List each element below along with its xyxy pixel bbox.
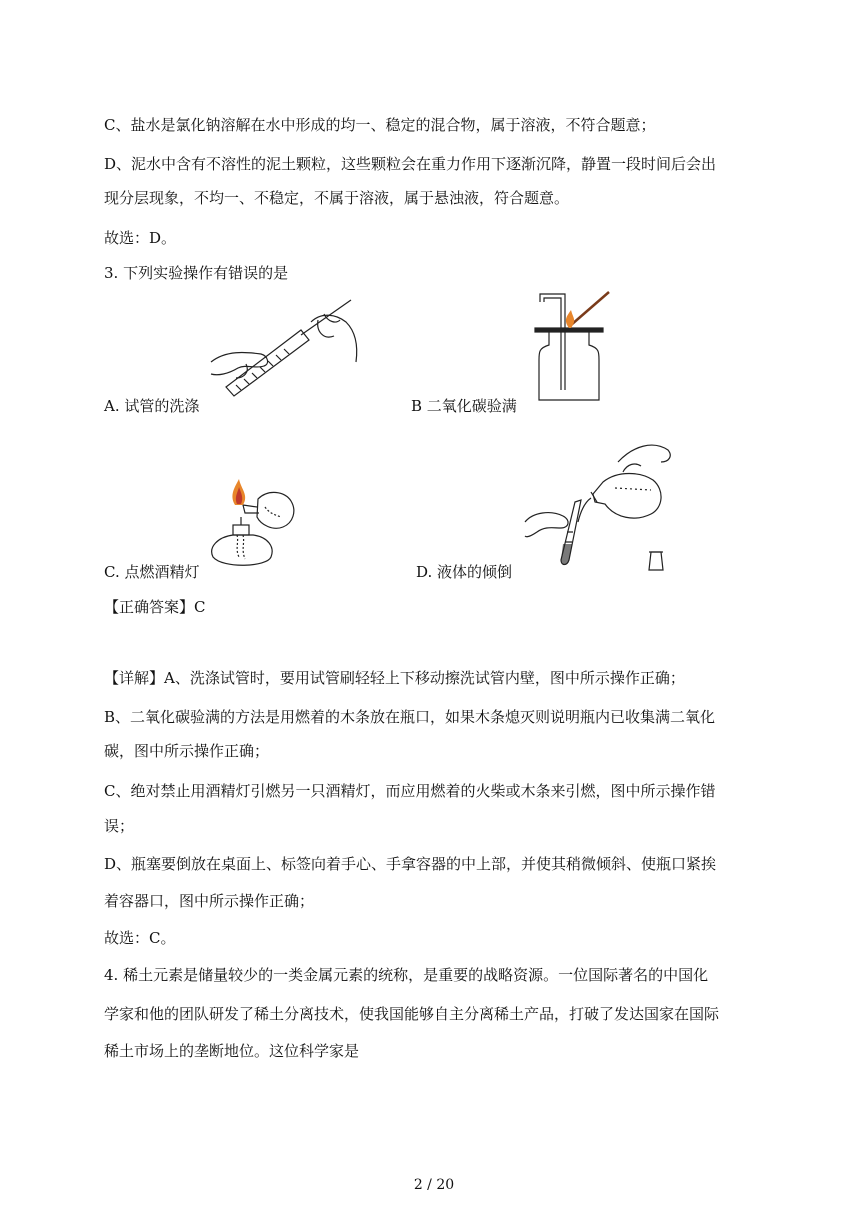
option-a-label: A. 试管的洗涤	[104, 397, 200, 415]
question3-stem: 3. 下列实验操作有错误的是	[104, 264, 289, 282]
detail-line-3: 碳，图中所示操作正确；	[104, 742, 270, 760]
detail-line-7: 着容器口，图中所示操作正确；	[104, 892, 315, 910]
question4-line-1: 4. 稀土元素是储量较少的一类金属元素的统称，是重要的战略资源。一位国际著名的中国化	[104, 966, 709, 984]
question4-line-3: 稀土市场上的垄断地位。这位科学家是	[104, 1042, 360, 1060]
paragraph-d-mud-2: 现分层现象，不均一、不稳定，不属于溶液，属于悬浊液，符合题意。	[104, 189, 570, 207]
detail-line-1: 【详解】A、洗涤试管时，要用试管刷轻轻上下移动擦洗试管内壁，图中所示操作正确；	[104, 669, 685, 687]
detail-line-6: D、瓶塞要倒放在桌面上、标签向着手心、手拿容器的中上部，并使其稍微倾斜、使瓶口紧挨	[104, 855, 717, 873]
page-number: 2 / 20	[413, 1177, 455, 1193]
option-c-label: C. 点燃酒精灯	[104, 563, 200, 581]
figure-b-co2-bottle	[527, 290, 617, 405]
option-d-label: D. 液体的倾倒	[416, 563, 513, 581]
option-b-label: B 二氧化碳验满	[411, 397, 517, 415]
figure-c-alcohol-lamp	[203, 477, 303, 577]
figure-a-tube-washing	[206, 292, 366, 402]
correct-answer-q3: 【正确答案】C	[104, 598, 206, 616]
detail-line-8: 故选：C。	[104, 929, 176, 947]
paragraph-d-mud-1: D、泥水中含有不溶性的泥土颗粒，这些颗粒会在重力作用下逐渐沉降，静置一段时间后会出	[104, 155, 717, 173]
figure-d-liquid-pouring	[523, 432, 678, 577]
question4-line-2: 学家和他的团队研发了稀土分离技术，使我国能够自主分离稀土产品，打破了发达国家在国际	[104, 1005, 720, 1023]
answer-line-q2: 故选：D。	[104, 229, 177, 247]
paragraph-c-salt: C、盐水是氯化钠溶解在水中形成的均一、稳定的混合物，属于溶液，不符合题意；	[104, 116, 656, 134]
detail-line-2: B、二氧化碳验满的方法是用燃着的木条放在瓶口，如果木条熄灭则说明瓶内已收集满二氧化	[104, 708, 716, 726]
detail-line-5: 误；	[104, 817, 135, 835]
detail-line-4: C、绝对禁止用酒精灯引燃另一只酒精灯，而应用燃着的火柴或木条来引燃，图中所示操作错	[104, 782, 716, 800]
